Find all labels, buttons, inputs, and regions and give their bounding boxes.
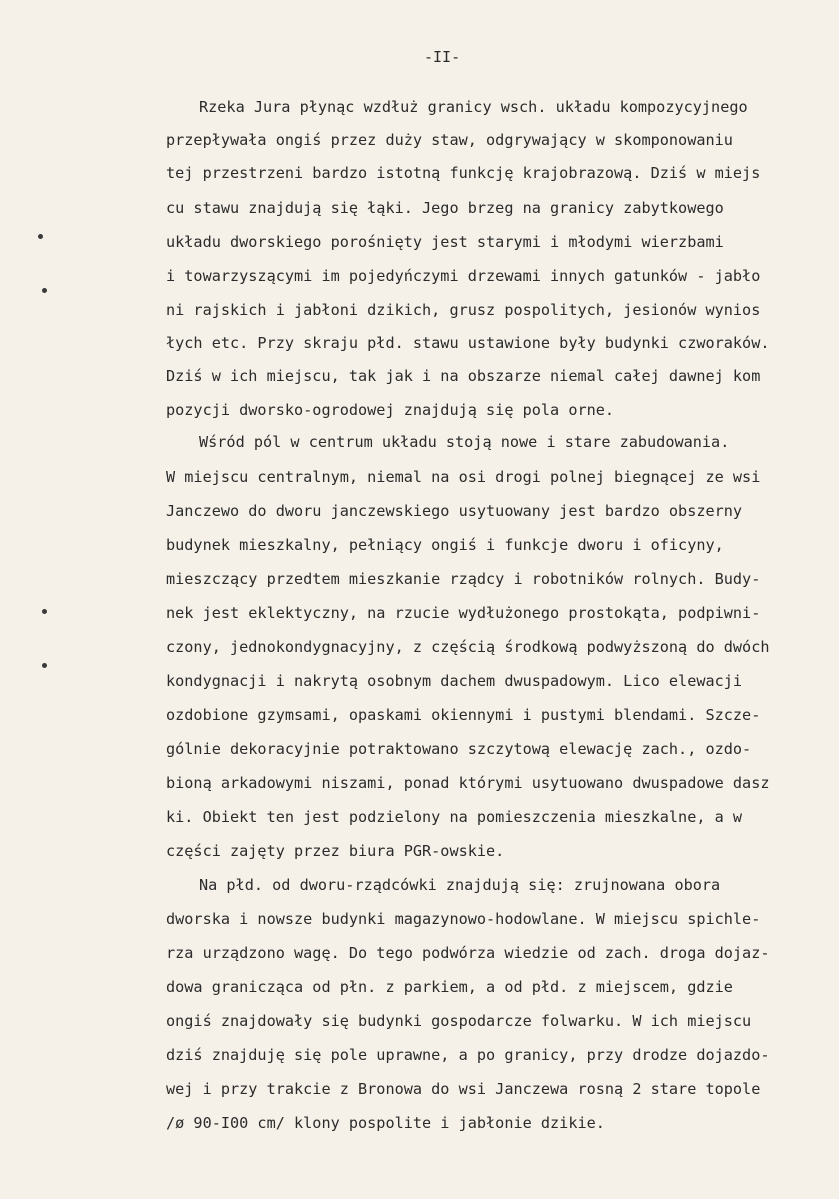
text-line: rza urządzono wagę. Do tego podwórza wiedzie od zach. droga dojaz-: [166, 944, 770, 962]
text-line: ni rajskich i jabłoni dzikich, grusz pospolitych, jesionów wynios: [166, 301, 761, 319]
margin-mark: [42, 609, 47, 614]
text-line: łych etc. Przy skraju płd. stawu ustawione były budynki czworaków.: [166, 334, 770, 352]
page-number: -II-: [424, 48, 461, 66]
margin-mark: [38, 234, 43, 239]
text-line: Janczewo do dworu janczewskiego usytuowany jest bardzo obszerny: [166, 502, 743, 520]
text-line: /ø 90-I00 cm/ klony pospolite i jabłonie dzikie.: [166, 1114, 605, 1132]
text-line: ki. Obiekt ten jest podzielony na pomieszczenia mieszkalne, a w: [166, 808, 743, 826]
text-line: ongiś znajdowały się budynki gospodarcze folwarku. W ich miejscu: [166, 1012, 752, 1030]
text-line: Na płd. od dworu-rządcówki znajdują się: zrujnowana obora: [199, 876, 721, 894]
text-line: dworska i nowsze budynki magazynowo-hodowlane. W miejscu spichle-: [166, 910, 761, 928]
text-line: Rzeka Jura płynąc wzdłuż granicy wsch. układu kompozycyjnego: [199, 98, 748, 116]
text-line: czony, jednokondygnacyjny, z częścią środkową podwyższoną do dwóch: [166, 638, 770, 656]
text-line: kondygnacji i nakrytą osobnym dachem dwuspadowym. Lico elewacji: [166, 672, 743, 690]
text-line: ozdobione gzymsami, opaskami okiennymi i pustymi blendami. Szcze-: [166, 706, 761, 724]
text-line: części zajęty przez biura PGR-owskie.: [166, 842, 505, 860]
text-line: W miejscu centralnym, niemal na osi drogi polnej biegnącej ze wsi: [166, 468, 761, 486]
text-line: budynek mieszkalny, pełniący ongiś i funkcje dworu i oficyny,: [166, 536, 724, 554]
text-line: układu dworskiego porośnięty jest starymi i młodymi wierzbami: [166, 233, 724, 251]
text-line: pozycji dworsko-ogrodowej znajdują się pola orne.: [166, 401, 615, 419]
text-line: wej i przy trakcie z Bronowa do wsi Janczewa rosną 2 stare topole: [166, 1080, 761, 1098]
text-line: tej przestrzeni bardzo istotną funkcję krajobrazową. Dziś w miejs: [166, 164, 761, 182]
margin-mark: [42, 288, 47, 293]
text-line: gólnie dekoracyjnie potraktowano szczytową elewację zach., ozdo-: [166, 740, 752, 758]
margin-mark: [42, 663, 47, 668]
text-line: dziś znajduję się pole uprawne, a po granicy, przy drodze dojazdo-: [166, 1046, 770, 1064]
text-line: nek jest eklektyczny, na rzucie wydłużonego prostokąta, podpiwni-: [166, 604, 761, 622]
text-line: cu stawu znajdują się łąki. Jego brzeg na granicy zabytkowego: [166, 199, 724, 217]
text-line: przepływała ongiś przez duży staw, odgrywający w skomponowaniu: [166, 131, 733, 149]
text-line: Dziś w ich miejscu, tak jak i na obszarze niemal całej dawnej kom: [166, 367, 761, 385]
text-line: Wśród pól w centrum układu stoją nowe i stare zabudowania.: [199, 433, 730, 451]
text-line: mieszczący przedtem mieszkanie rządcy i robotników rolnych. Budy-: [166, 570, 761, 588]
text-line: dowa granicząca od płn. z parkiem, a od płd. z miejscem, gdzie: [166, 978, 733, 996]
text-line: i towarzyszącymi im pojedyńczymi drzewami innych gatunków - jabło: [166, 267, 761, 285]
text-line: bioną arkadowymi niszami, ponad którymi usytuowano dwuspadowe dasz: [166, 774, 770, 792]
